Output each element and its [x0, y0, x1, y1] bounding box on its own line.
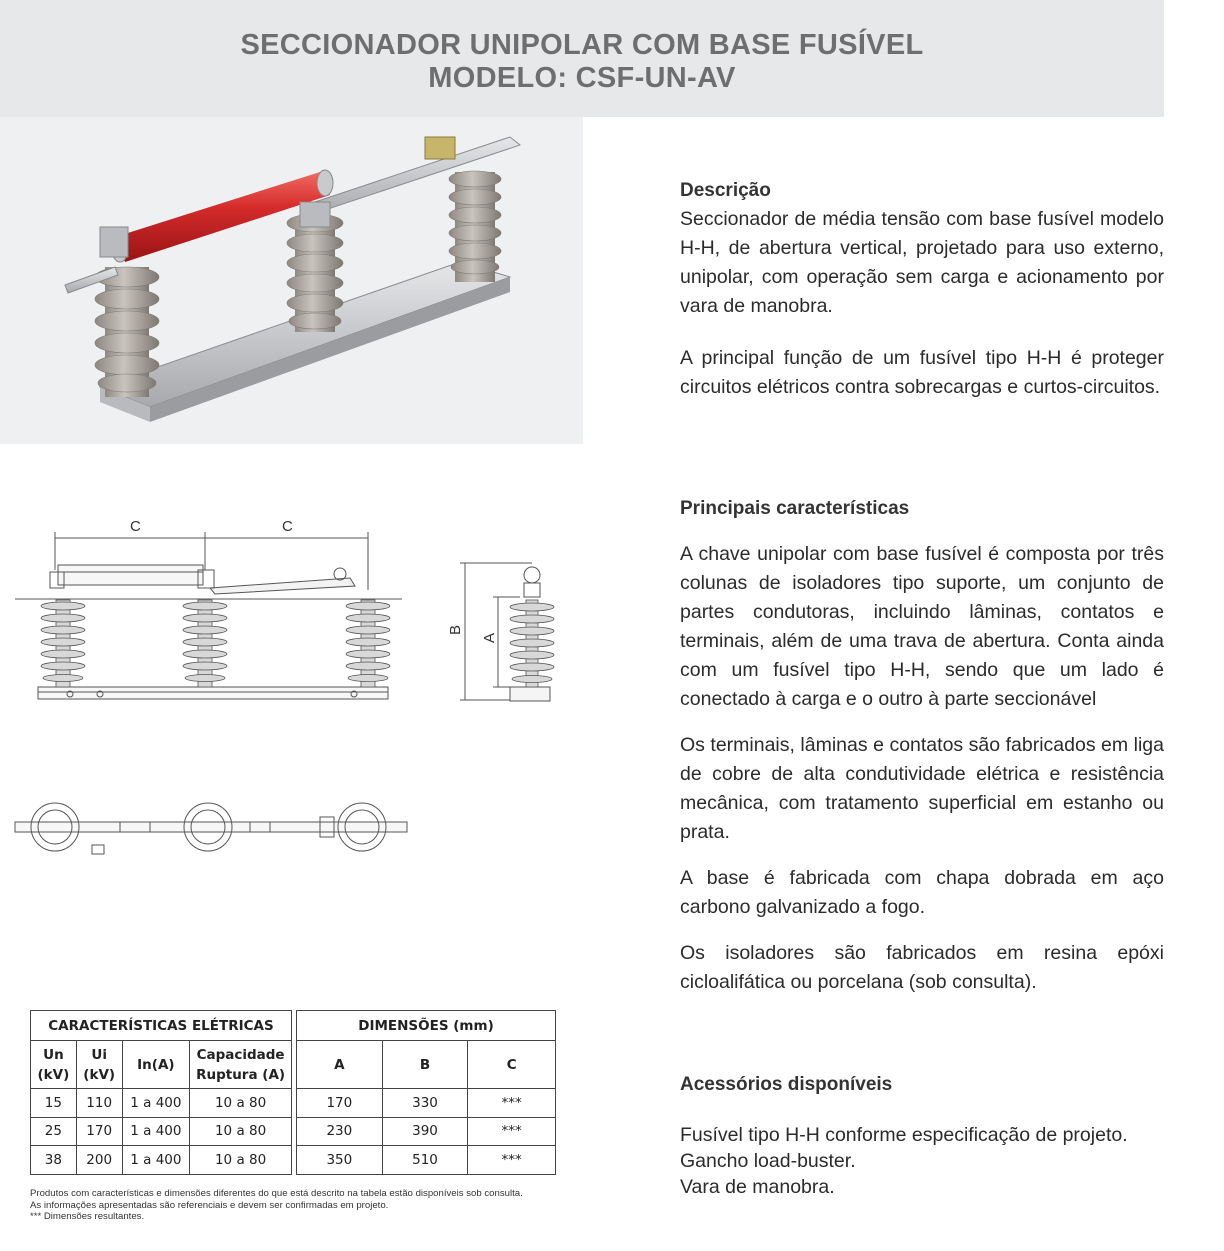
accessory-item: Fusível tipo H-H conforme especificação de projeto.	[680, 1124, 1128, 1146]
dimension-label-c2: C	[282, 518, 293, 535]
table-cell: 510	[382, 1146, 468, 1175]
dimension-table	[296, 1010, 556, 1175]
table-row	[297, 1089, 556, 1118]
footnotes	[30, 1188, 523, 1223]
column-header: B	[382, 1041, 468, 1089]
table-cell: 1 a 400	[122, 1146, 190, 1175]
electrical-table-caption: CARACTERÍSTICAS ELÉTRICAS	[31, 1011, 292, 1041]
table-cell: 10 a 80	[190, 1117, 292, 1146]
accessory-item: Gancho load-buster.	[680, 1150, 856, 1172]
page-header	[0, 0, 1164, 117]
table-cell: ***	[468, 1117, 556, 1146]
table-cell: 200	[76, 1146, 122, 1175]
dimension-label-c1: C	[130, 518, 141, 535]
side-insulator	[510, 600, 554, 687]
top-view-drawing	[10, 795, 410, 860]
table-cell: 230	[297, 1117, 383, 1146]
table-cell: 38	[31, 1146, 77, 1175]
column-header: Capacidade Ruptura (A)	[190, 1041, 292, 1089]
column-header: In(A)	[122, 1041, 190, 1089]
footnote-line: *** Dimensões resultantes.	[30, 1211, 145, 1222]
table-cell: 25	[31, 1117, 77, 1146]
table-cell: 330	[382, 1089, 468, 1118]
product-photo	[0, 117, 583, 444]
table-cell: 170	[297, 1089, 383, 1118]
dimension-label-a: A	[481, 632, 498, 643]
description-paragraph-1: Seccionador de média tensão com base fusível modelo H-H, de abertura vertical, projetado para uso externo, unipolar, com operação sem carga e acionamento por vara de manobra.	[680, 208, 1164, 317]
dimension-table-caption: DIMENSÕES (mm)	[297, 1011, 556, 1041]
page-title: SECCIONADOR UNIPOLAR COM BASE FUSÍVEL	[240, 29, 924, 61]
insulator-left	[95, 267, 159, 397]
front-view-drawing	[10, 510, 420, 710]
accessories-list	[680, 1122, 1164, 1200]
insulator-middle	[287, 214, 343, 332]
drawing-insulator-2	[183, 600, 227, 687]
table-cell: 170	[76, 1117, 122, 1146]
column-header: Un (kV)	[31, 1041, 77, 1089]
features-paragraph-2: Os terminais, lâminas e contatos são fabricados em liga de cobre de alta condutividade elétrica e resistência mecânica, com tratamento superficial em estanho ou prata.	[680, 734, 1164, 843]
table-row	[297, 1146, 556, 1175]
column-header: C	[468, 1041, 556, 1089]
electrical-table	[30, 1010, 292, 1175]
description-section	[680, 176, 1164, 402]
accessory-item: Vara de manobra.	[680, 1176, 835, 1198]
description-heading: Descrição	[680, 180, 771, 201]
column-header: A	[297, 1041, 383, 1089]
table-cell: 10 a 80	[190, 1146, 292, 1175]
features-paragraph-3: A base é fabricada com chapa dobrada em aço carbono galvanizado a fogo.	[680, 867, 1164, 918]
dimension-label-b: B	[447, 624, 464, 635]
table-row	[31, 1146, 292, 1175]
table-cell: 1 a 400	[122, 1117, 190, 1146]
table-cell: 350	[297, 1146, 383, 1175]
table-cell: 390	[382, 1117, 468, 1146]
table-cell: ***	[468, 1089, 556, 1118]
features-section	[680, 494, 1164, 997]
table-row	[297, 1117, 556, 1146]
table-cell: 15	[31, 1089, 77, 1118]
model-title: MODELO: CSF-UN-AV	[428, 62, 736, 94]
table-cell: 110	[76, 1089, 122, 1118]
footnote-line: As informações apresentadas são referenciais e devem ser confirmadas em projeto.	[30, 1199, 389, 1211]
table-cell: 1 a 400	[122, 1089, 190, 1118]
description-paragraph-2: A principal função de um fusível tipo H-H é proteger circuitos elétricos contra sobrecargas e curtos-circuitos.	[680, 347, 1164, 398]
side-view-drawing	[440, 555, 570, 710]
drawing-insulator-1	[41, 600, 85, 687]
table-cell: 10 a 80	[190, 1089, 292, 1118]
features-paragraph-1: A chave unipolar com base fusível é composta por três colunas de isoladores tipo suporte, um conjunto de partes condutoras, incluindo lâminas, contatos e terminais, além de uma trava de abertura. Conta ainda com um fusível tipo H-H, sendo que um lado é conectado à carga e o outro à parte seccionável	[680, 543, 1164, 710]
drawing-insulator-3	[346, 600, 390, 687]
insulator-right	[449, 171, 501, 282]
table-row	[31, 1089, 292, 1118]
table-cell: ***	[468, 1146, 556, 1175]
features-heading: Principais características	[680, 498, 910, 519]
footnote-line: Produtos com características e dimensões diferentes do que está descrito na tabela estão disponíveis sob consulta.	[30, 1188, 523, 1199]
table-row	[31, 1117, 292, 1146]
features-paragraph-4: Os isoladores são fabricados em resina epóxi cicloalifática ou porcelana (sob consulta).	[680, 942, 1164, 993]
accessories-section	[680, 1070, 1164, 1200]
column-header: Ui (kV)	[76, 1041, 122, 1089]
accessories-heading: Acessórios disponíveis	[680, 1074, 893, 1095]
